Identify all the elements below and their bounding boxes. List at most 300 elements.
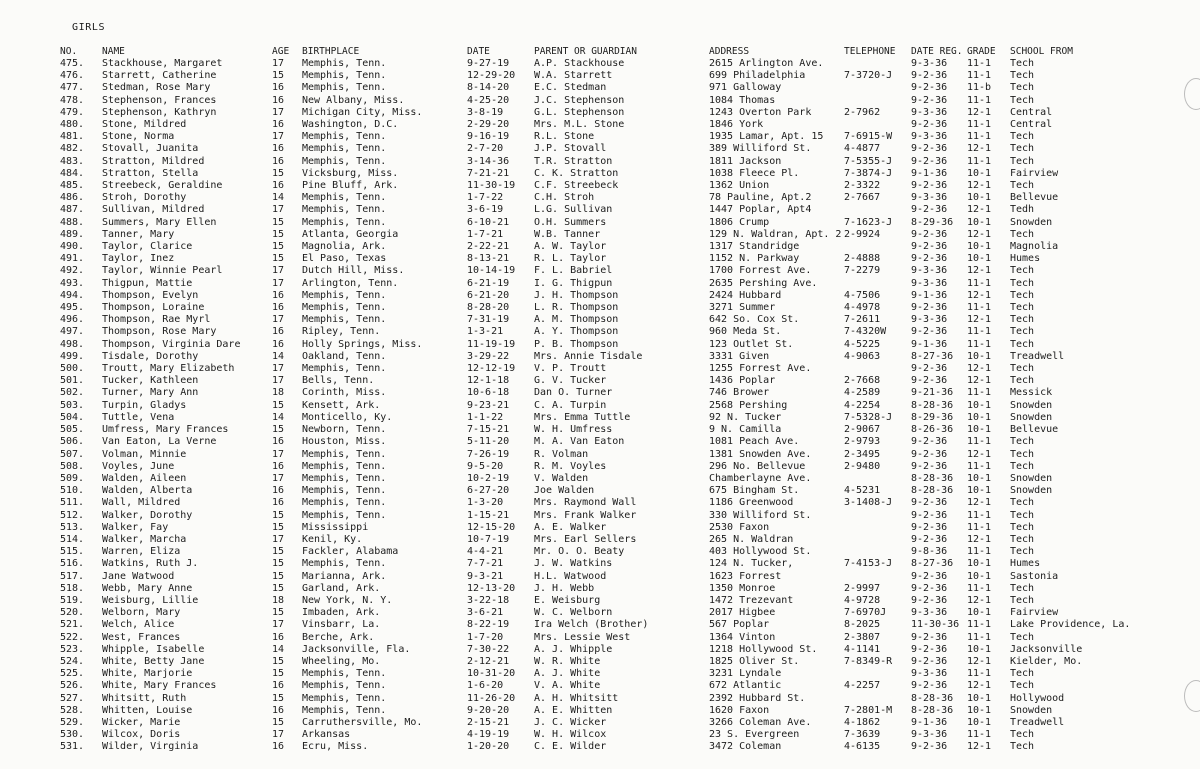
roster-body	[60, 58, 1188, 754]
cell-age: 14	[272, 350, 285, 362]
cell-name: Umfress, Mary Frances	[102, 424, 229, 436]
cell-school-from: Bellevue	[1010, 192, 1059, 204]
cell-grade: 11-1	[967, 277, 992, 289]
cell-age: 16	[272, 155, 285, 167]
cell-telephone: 2-9997	[844, 582, 881, 594]
cell-telephone: 7-2611	[844, 314, 881, 326]
cell-age: 15	[272, 570, 285, 582]
cell-school-from: Tech	[1010, 131, 1035, 143]
cell-grade: 10-1	[967, 570, 992, 582]
cell-name: Stone, Norma	[102, 131, 175, 143]
cell-school-from: Central	[1010, 119, 1053, 131]
cell-school-from: Tech	[1010, 289, 1035, 301]
cell-address: 1436 Poplar	[709, 375, 776, 387]
cell-address: 1472 Trezevant	[709, 594, 794, 606]
cell-age: 15	[272, 228, 285, 240]
cell-date: 12-13-20	[467, 582, 516, 594]
cell-birthplace: Michigan City, Miss.	[302, 106, 423, 118]
table-row	[60, 534, 1188, 546]
cell-date: 8-14-20	[467, 82, 510, 94]
cell-school-from: Tedh	[1010, 204, 1035, 216]
cell-no: 477.	[60, 82, 85, 94]
cell-age: 16	[272, 631, 285, 643]
cell-name: Thompson, Rose Mary	[102, 326, 217, 338]
cell-name: Thompson, Rae Myrl	[102, 314, 211, 326]
cell-no: 495.	[60, 302, 85, 314]
cell-address: 642 So. Cox St.	[709, 314, 800, 326]
cell-school-from: Tech	[1010, 460, 1035, 472]
cell-parent: G. V. Tucker	[534, 375, 607, 387]
cell-birthplace: Memphis, Tenn.	[302, 472, 387, 484]
cell-name: Tanner, Mary	[102, 228, 175, 240]
cell-school-from: Snowden	[1010, 216, 1053, 228]
cell-school-from: Tech	[1010, 546, 1035, 558]
cell-telephone: 4-1862	[844, 716, 881, 728]
cell-date: 11-19-19	[467, 338, 516, 350]
cell-name: Whitsitt, Ruth	[102, 692, 187, 704]
cell-telephone: 7-4153-J	[844, 558, 893, 570]
cell-age: 18	[272, 594, 285, 606]
cell-address: 1350 Monroe	[709, 582, 776, 594]
cell-date-reg: 8-28-36	[911, 692, 954, 704]
cell-address: 2568 Pershing	[709, 399, 788, 411]
cell-school-from: Jacksonville	[1010, 643, 1083, 655]
cell-age: 15	[272, 521, 285, 533]
cell-birthplace: Berche, Ark.	[302, 631, 375, 643]
cell-school-from: Snowden	[1010, 485, 1053, 497]
cell-name: Stedman, Rose Mary	[102, 82, 211, 94]
cell-grade: 12-1	[967, 363, 992, 375]
cell-birthplace: Memphis, Tenn.	[302, 143, 387, 155]
table-row	[60, 107, 1188, 119]
header-grade: GRADE	[967, 46, 996, 57]
cell-birthplace: Washington, D.C.	[302, 119, 399, 131]
cell-school-from: Tech	[1010, 82, 1035, 94]
cell-date-reg: 9-3-36	[911, 277, 948, 289]
cell-date: 4-4-21	[467, 546, 504, 558]
cell-age: 15	[272, 546, 285, 558]
cell-grade: 10-1	[967, 485, 992, 497]
table-row	[60, 119, 1188, 131]
cell-date-reg: 8-27-36	[911, 558, 954, 570]
cell-date-reg: 9-2-36	[911, 241, 948, 253]
cell-no: 488.	[60, 216, 85, 228]
cell-birthplace: Mississippi	[302, 521, 369, 533]
cell-telephone: 2-3322	[844, 180, 881, 192]
header-date-reg: DATE REG.	[911, 46, 963, 57]
cell-parent: M. A. Van Eaton	[534, 436, 625, 448]
cell-age: 17	[272, 131, 285, 143]
table-row	[60, 363, 1188, 375]
cell-age: 17	[272, 472, 285, 484]
cell-parent: Mrs. Emma Tuttle	[534, 411, 631, 423]
cell-telephone: 2-3495	[844, 448, 881, 460]
cell-name: West, Frances	[102, 631, 181, 643]
cell-birthplace: Arkansas	[302, 729, 351, 741]
cell-name: Thompson, Virginia Dare	[102, 338, 241, 350]
table-row	[60, 70, 1188, 82]
cell-grade: 10-1	[967, 411, 992, 423]
cell-birthplace: Memphis, Tenn.	[302, 704, 387, 716]
cell-address: 3271 Summer	[709, 302, 776, 314]
cell-name: Turpin, Gladys	[102, 399, 187, 411]
cell-parent: I. G. Thigpun	[534, 277, 613, 289]
cell-parent: Mrs. Earl Sellers	[534, 533, 637, 545]
cell-birthplace: Memphis, Tenn.	[302, 131, 387, 143]
cell-grade: 11-1	[967, 729, 992, 741]
cell-age: 15	[272, 655, 285, 667]
cell-date-reg: 9-3-36	[911, 668, 948, 680]
cell-date-reg: 9-2-36	[911, 82, 948, 94]
cell-birthplace: Vicksburg, Miss.	[302, 167, 399, 179]
cell-parent: Mr. O. O. Beaty	[534, 546, 625, 558]
cell-no: 479.	[60, 106, 85, 118]
cell-parent: W. H. Wilcox	[534, 729, 607, 741]
cell-no: 512.	[60, 509, 85, 521]
cell-no: 500.	[60, 363, 85, 375]
cell-birthplace: Jacksonville, Fla.	[302, 643, 411, 655]
cell-parent: Ira Welch (Brother)	[534, 619, 649, 631]
cell-address: 1364 Vinton	[709, 631, 776, 643]
cell-address: 1081 Peach Ave.	[709, 436, 800, 448]
cell-no: 482.	[60, 143, 85, 155]
cell-name: Van Eaton, La Verne	[102, 436, 217, 448]
cell-birthplace: Kensett, Ark.	[302, 399, 381, 411]
cell-date: 6-21-19	[467, 277, 510, 289]
cell-telephone	[844, 522, 911, 534]
cell-birthplace: Houston, Miss.	[302, 436, 387, 448]
cell-parent: Joe Walden	[534, 485, 595, 497]
cell-school-from: Snowden	[1010, 704, 1053, 716]
cell-date: 8-13-21	[467, 253, 510, 265]
cell-telephone: 4-9063	[844, 350, 881, 362]
cell-age: 16	[272, 741, 285, 753]
cell-parent: W. C. Welborn	[534, 607, 613, 619]
cell-address: 3472 Coleman	[709, 741, 782, 753]
cell-date-reg: 9-3-36	[911, 192, 948, 204]
cell-date-reg: 9-2-36	[911, 375, 948, 387]
cell-no: 491.	[60, 253, 85, 265]
cell-grade: 11-1	[967, 436, 992, 448]
cell-date: 3-6-19	[467, 204, 504, 216]
cell-birthplace: Garland, Ark.	[302, 582, 381, 594]
cell-grade: 12-1	[967, 314, 992, 326]
cell-address: 129 N. Waldran, Apt. 2	[709, 228, 842, 240]
cell-telephone: 4-1141	[844, 643, 881, 655]
table-row	[60, 595, 1188, 607]
cell-date-reg: 9-8-36	[911, 546, 948, 558]
cell-date: 1-20-20	[467, 741, 510, 753]
cell-age: 15	[272, 692, 285, 704]
cell-telephone: 2-9067	[844, 424, 881, 436]
cell-date: 10-14-19	[467, 265, 516, 277]
cell-telephone: 4-6135	[844, 741, 881, 753]
cell-parent: E. Weisburg	[534, 594, 601, 606]
cell-birthplace: Memphis, Tenn.	[302, 692, 387, 704]
cell-age: 17	[272, 314, 285, 326]
cell-age: 16	[272, 119, 285, 131]
cell-school-from: Fairview	[1010, 167, 1059, 179]
table-row	[60, 693, 1188, 705]
cell-date: 1-3-21	[467, 326, 504, 338]
table-row	[60, 314, 1188, 326]
cell-age: 16	[272, 497, 285, 509]
cell-birthplace: Holly Springs, Miss.	[302, 338, 423, 350]
cell-school-from: Tech	[1010, 509, 1035, 521]
cell-date: 12-29-20	[467, 70, 516, 82]
cell-no: 481.	[60, 131, 85, 143]
cell-date: 4-19-19	[467, 729, 510, 741]
cell-no: 504.	[60, 411, 85, 423]
table-row	[60, 583, 1188, 595]
cell-birthplace: New Albany, Miss.	[302, 94, 405, 106]
cell-school-from: Treadwell	[1010, 350, 1065, 362]
cell-age: 15	[272, 167, 285, 179]
cell-date: 1-1-22	[467, 411, 504, 423]
cell-address: 1084 Thomas	[709, 94, 776, 106]
cell-no: 524.	[60, 655, 85, 667]
cell-no: 499.	[60, 350, 85, 362]
cell-parent: A. E. Whitten	[534, 704, 613, 716]
cell-school-from: Tech	[1010, 631, 1035, 643]
cell-parent: T.R. Stratton	[534, 155, 613, 167]
cell-no: 528.	[60, 704, 85, 716]
cell-date: 3-22-18	[467, 594, 510, 606]
cell-school-from: Tech	[1010, 155, 1035, 167]
cell-school-from: Humes	[1010, 253, 1041, 265]
cell-date: 10-31-20	[467, 668, 516, 680]
cell-telephone: 4-5231	[844, 485, 881, 497]
cell-age: 16	[272, 94, 285, 106]
header-date: DATE	[467, 46, 490, 57]
cell-name: Stackhouse, Margaret	[102, 58, 223, 69]
cell-date: 7-31-19	[467, 314, 510, 326]
cell-name: Troutt, Mary Elizabeth	[102, 363, 235, 375]
cell-date-reg: 8-29-36	[911, 216, 954, 228]
cell-parent: A. J. White	[534, 668, 601, 680]
cell-age: 16	[272, 143, 285, 155]
cell-date-reg: 9-1-36	[911, 716, 948, 728]
cell-school-from: Kielder, Mo.	[1010, 655, 1083, 667]
cell-date: 9-20-20	[467, 704, 510, 716]
cell-parent: J. C. Wicker	[534, 716, 607, 728]
cell-date-reg: 8-28-36	[911, 485, 954, 497]
table-row	[60, 412, 1188, 424]
cell-no: 509.	[60, 472, 85, 484]
cell-address: 23 S. Evergreen	[709, 729, 800, 741]
cell-address: 1243 Overton Park	[709, 106, 812, 118]
cell-date-reg: 9-2-36	[911, 448, 948, 460]
cell-age: 16	[272, 704, 285, 716]
cell-school-from: Tech	[1010, 314, 1035, 326]
table-row	[60, 326, 1188, 338]
cell-grade: 12-1	[967, 448, 992, 460]
cell-date: 11-26-20	[467, 692, 516, 704]
cell-grade: 11-1	[967, 326, 992, 338]
cell-telephone: 4-4877	[844, 143, 881, 155]
cell-name: Wilcox, Doris	[102, 729, 181, 741]
cell-name: Starrett, Catherine	[102, 70, 217, 82]
cell-date-reg: 9-2-36	[911, 180, 948, 192]
cell-date-reg: 9-3-36	[911, 314, 948, 326]
cell-date: 5-11-20	[467, 436, 510, 448]
cell-parent: A.P. Stackhouse	[534, 58, 625, 69]
cell-grade: 11-1	[967, 387, 992, 399]
cell-no: 507.	[60, 448, 85, 460]
cell-no: 480.	[60, 119, 85, 131]
cell-no: 529.	[60, 716, 85, 728]
cell-address: 2017 Higbee	[709, 607, 776, 619]
cell-school-from: Tech	[1010, 363, 1035, 375]
cell-telephone: 4-2257	[844, 680, 881, 692]
cell-address: 675 Bingham St.	[709, 485, 800, 497]
cell-birthplace: Arlington, Tenn.	[302, 277, 399, 289]
cell-school-from: Snowden	[1010, 399, 1053, 411]
cell-telephone: 7-1623-J	[844, 216, 893, 228]
cell-address: 1218 Hollywood St.	[709, 643, 818, 655]
cell-telephone: 7-3874-J	[844, 167, 893, 179]
cell-address: 123 Outlet St.	[709, 338, 794, 350]
header-telephone: TELEPHONE	[844, 46, 896, 57]
cell-grade: 12-1	[967, 289, 992, 301]
cell-no: 526.	[60, 680, 85, 692]
cell-school-from: Tech	[1010, 668, 1035, 680]
cell-age: 18	[272, 387, 285, 399]
table-row	[60, 229, 1188, 241]
cell-grade: 12-1	[967, 143, 992, 155]
cell-name: Taylor, Inez	[102, 253, 175, 265]
cell-parent: A. M. Thompson	[534, 314, 619, 326]
cell-name: Thigpun, Mattie	[102, 277, 193, 289]
cell-telephone	[844, 510, 911, 522]
cell-birthplace: Atlanta, Georgia	[302, 228, 399, 240]
cell-date: 7-21-21	[467, 167, 510, 179]
table-row	[60, 461, 1188, 473]
cell-date-reg: 11-30-36	[911, 619, 960, 631]
cell-no: 485.	[60, 180, 85, 192]
cell-age: 16	[272, 338, 285, 350]
cell-no: 492.	[60, 265, 85, 277]
cell-grade: 12-1	[967, 375, 992, 387]
cell-school-from: Tech	[1010, 497, 1035, 509]
cell-birthplace: Memphis, Tenn.	[302, 155, 387, 167]
cell-name: Taylor, Clarice	[102, 241, 193, 253]
cell-birthplace: Memphis, Tenn.	[302, 192, 387, 204]
cell-grade: 10-1	[967, 607, 992, 619]
cell-date-reg: 9-2-36	[911, 436, 948, 448]
cell-address: 3231 Lyndale	[709, 668, 782, 680]
table-row	[60, 546, 1188, 558]
cell-date: 10-2-19	[467, 472, 510, 484]
cell-age: 15	[272, 509, 285, 521]
cell-school-from: Tech	[1010, 533, 1035, 545]
cell-date: 6-21-20	[467, 289, 510, 301]
cell-parent: O.H. Summers	[534, 216, 607, 228]
cell-date-reg: 9-3-36	[911, 131, 948, 143]
cell-school-from: Tech	[1010, 143, 1035, 155]
cell-address: 296 No. Bellevue	[709, 460, 806, 472]
cell-date-reg: 8-28-36	[911, 704, 954, 716]
cell-parent: J. H. Thompson	[534, 289, 619, 301]
table-row	[60, 253, 1188, 265]
cell-parent: F. L. Babriel	[534, 265, 613, 277]
table-row	[60, 339, 1188, 351]
cell-name: Summers, Mary Ellen	[102, 216, 217, 228]
cell-no: 486.	[60, 192, 85, 204]
cell-no: 503.	[60, 399, 85, 411]
cell-school-from: Tech	[1010, 58, 1035, 69]
cell-birthplace: Memphis, Tenn.	[302, 302, 387, 314]
cell-age: 15	[272, 70, 285, 82]
cell-school-from: Tech	[1010, 70, 1035, 82]
table-row	[60, 644, 1188, 656]
cell-date-reg: 9-21-36	[911, 387, 954, 399]
table-row	[60, 400, 1188, 412]
cell-date-reg: 9-2-36	[911, 643, 948, 655]
cell-birthplace: Memphis, Tenn.	[302, 70, 387, 82]
cell-grade: 12-1	[967, 204, 992, 216]
cell-birthplace: Kenil, Ky.	[302, 533, 363, 545]
cell-grade: 11-1	[967, 94, 992, 106]
cell-telephone: 8-2025	[844, 619, 881, 631]
cell-no: 518.	[60, 582, 85, 594]
cell-birthplace: Dutch Hill, Miss.	[302, 265, 405, 277]
cell-name: Taylor, Winnie Pearl	[102, 265, 223, 277]
cell-age: 17	[272, 619, 285, 631]
cell-telephone	[844, 95, 911, 107]
cell-address: 330 Williford St.	[709, 509, 812, 521]
cell-name: Stephenson, Frances	[102, 94, 217, 106]
cell-birthplace: Corinth, Miss.	[302, 387, 387, 399]
cell-parent: Mrs. M.L. Stone	[534, 119, 625, 131]
cell-no: 487.	[60, 204, 85, 216]
cell-telephone: 7-2801-M	[844, 704, 893, 716]
cell-age: 16	[272, 302, 285, 314]
cell-date-reg: 9-3-36	[911, 607, 948, 619]
cell-school-from: Tech	[1010, 741, 1035, 753]
cell-age: 15	[272, 216, 285, 228]
cell-parent: C.F. Streebeck	[534, 180, 619, 192]
cell-telephone	[844, 82, 911, 94]
cell-name: Stratton, Mildred	[102, 155, 205, 167]
table-row	[60, 424, 1188, 436]
cell-address: 265 N. Waldran	[709, 533, 794, 545]
cell-birthplace: New York, N. Y.	[302, 594, 393, 606]
table-row	[60, 497, 1188, 509]
cell-parent: R. L. Taylor	[534, 253, 607, 265]
cell-telephone: 4-9728	[844, 594, 881, 606]
cell-name: Streebeck, Geraldine	[102, 180, 223, 192]
cell-telephone: 7-4320W	[844, 326, 887, 338]
cell-no: 516.	[60, 558, 85, 570]
cell-grade: 11-1	[967, 119, 992, 131]
cell-date: 9-27-19	[467, 58, 510, 69]
cell-birthplace: Magnolia, Ark.	[302, 241, 387, 253]
cell-grade: 11-1	[967, 631, 992, 643]
cell-school-from: Tech	[1010, 448, 1035, 460]
cell-age: 16	[272, 289, 285, 301]
cell-telephone: 4-2589	[844, 387, 881, 399]
cell-school-from: Tech	[1010, 338, 1035, 350]
cell-grade: 10-1	[967, 424, 992, 436]
table-row	[60, 375, 1188, 387]
cell-school-from: Fairview	[1010, 607, 1059, 619]
cell-age: 17	[272, 265, 285, 277]
cell-grade: 10-1	[967, 253, 992, 265]
cell-no: 520.	[60, 607, 85, 619]
cell-grade: 10-1	[967, 350, 992, 362]
cell-age: 16	[272, 326, 285, 338]
